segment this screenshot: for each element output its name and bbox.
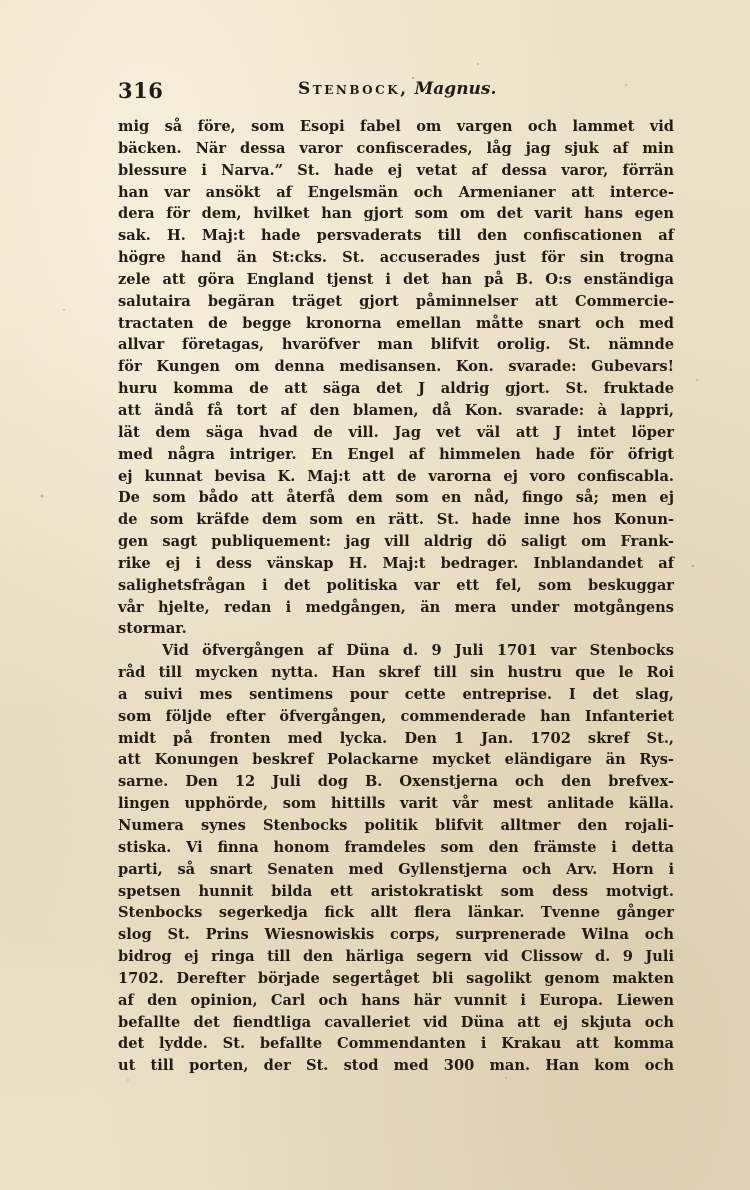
text-line: ut till porten, der St. stod med 300 man. Han kom och [118,1057,674,1075]
header-surname: Stenbock, [298,79,409,99]
text-line: lät dem säga hvad de vill. Jag vet väl att J intet löper [118,423,674,441]
text-line: med några intriger. En Engel af himmelen hade för öfrigt [118,445,674,463]
text-line: huru komma de att säga det J aldrig gjort. St. fruktade [118,380,674,398]
text-line: spetsen hunnit bilda ett aristokratiskt som dess motvigt. [118,882,674,900]
text-line: att ändå få tort af den blamen, då Kon. svarade: à lappri, [118,401,674,419]
text-line: a suivi mes sentimens pour cette entreprise. I det slag, [118,685,674,703]
text-line: bidrog ej ringa till den härliga segern vid Clissow d. 9 Juli [118,948,674,966]
text-line: lingen upphörde, som hittills varit vår mest anlitade källa. [118,795,674,813]
text-line: bäcken. När dessa varor confiscerades, låg jag sjuk af min [118,139,674,157]
text-line: vår hjelte, redan i medgången, än mera under motgångens [118,598,674,616]
header-given-name: Magnus. [414,79,497,99]
text-line: stormar. [118,620,187,638]
text-line: Numera synes Stenbocks politik blifvit alltmer den rojali- [118,817,674,834]
text-line: sarne. Den 12 Juli dog B. Oxenstjerna och den brefvex- [118,773,674,791]
text-line: Vid öfvergången af Düna d. 9 Juli 1701 var Stenbocks [162,642,674,660]
text-line: salighetsfrågan i det politiska var ett fel, som beskuggar [118,576,674,594]
text-line: De som bådo att återfå dem som en nåd, fingo så; men ej [118,489,674,507]
text-line: tractaten de begge kronorna emellan måtte snart och med [118,314,674,332]
text-line: stiska. Vi finna honom framdeles som den främste i detta [118,838,674,856]
text-line: 1702. Derefter började segertåget bli sagolikt genom makten [118,969,674,987]
text-line: rike ej i dess vänskap H. Maj:t bedrager. Inblandandet af [118,554,674,572]
text-line: parti, så snart Senaten med Gyllenstjerna och Arv. Horn i [118,860,674,878]
text-line: mig så före, som Esopi fabel om vargen och lammet vid [118,118,674,135]
text-line: ej kunnat bevisa K. Maj:t att de varorna ej voro confiscabla. [118,467,674,485]
text-line: zele att göra England tjenst i det han på B. O:s enständiga [118,270,674,288]
text-line: slog St. Prins Wiesnowiskis corps, surprenerade Wilna och [118,926,674,944]
text-line: han var ansökt af Engelsmän och Armenianer att interce- [118,183,674,201]
text-line: af den opinion, Carl och hans här vunnit i Europa. Liewen [118,991,674,1009]
text-line: salutaira begäran träget gjort påminnelser att Commercie- [118,292,674,310]
text-line: allvar företagas, hvaröfver man blifvit orolig. St. nämnde [118,336,674,354]
text-line: högre hand än St:cks. St. accuserades just för sin trogna [118,249,674,267]
text-line: det lydde. St. befallte Commendanten i Krakau att komma [118,1035,674,1053]
text-line: råd till mycken nytta. Han skref till sin hustru que le Roi [118,664,674,682]
text-line: de som kräfde dem som en rätt. St. hade inne hos Konun- [118,511,674,529]
text-line: midt på fronten med lycka. Den 1 Jan. 1702 skref St., [118,729,674,747]
text-line: sak. H. Maj:t hade persvaderats till den confiscationen af [118,227,674,245]
text-line: dera för dem, hvilket han gjort som om det varit hans egen [118,205,674,223]
text-line: blessure i Narva.” St. hade ej vetat af dessa varor, förrän [118,161,674,179]
text-line: gen sagt publiquement: jag vill aldrig dö saligt om Frank- [118,533,674,551]
text-line: befallte det fiendtliga cavalleriet vid Düna att ej skjuta och [118,1013,674,1031]
text-line: Stenbocks segerkedja fick allt flera länkar. Tvenne gånger [118,904,674,922]
text-line: som följde efter öfvergången, commenderade han Infanteriet [118,707,674,725]
text-line: att Konungen beskref Polackarne mycket eländigare än Rys- [118,751,674,769]
text-line: för Kungen om denna medisansen. Kon. svarade: Gubevars! [118,358,674,376]
page-number: 316 [118,78,164,103]
